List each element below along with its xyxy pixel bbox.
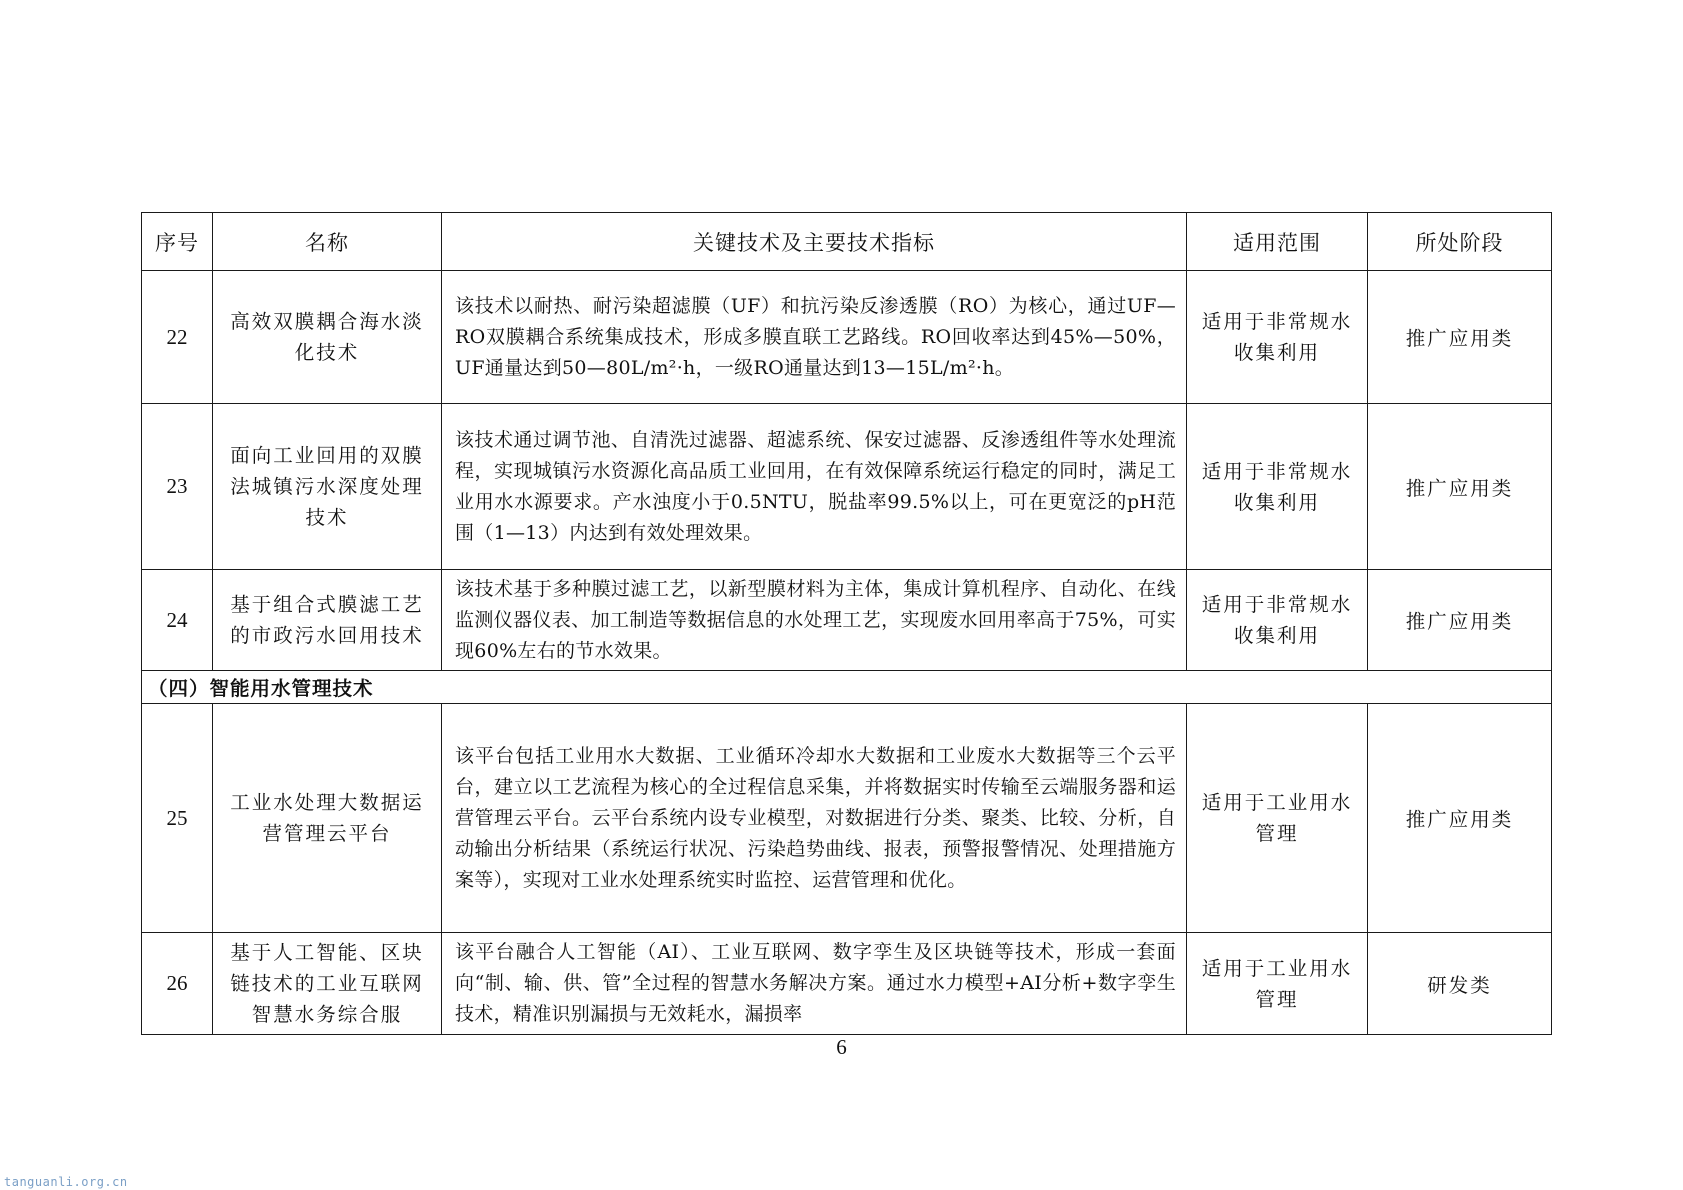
row-description: 该技术基于多种膜过滤工艺，以新型膜材料为主体，集成计算机程序、自动化、在线监测仪器仪表、加工制造等数据信息的水处理工艺，实现废水回用率高于75%，可实现60%左右的节水效果。 [442, 570, 1187, 671]
row-serial: 23 [142, 404, 213, 570]
header-scope: 适用范围 [1187, 213, 1368, 271]
header-key-technology: 关键技术及主要技术指标 [442, 213, 1187, 271]
technology-table [141, 212, 1552, 1035]
row-description: 该技术以耐热、耐污染超滤膜（UF）和抗污染反渗透膜（RO）为核心，通过UF—RO双膜耦合系统集成技术，形成多膜直联工艺路线。RO回收率达到45%—50%，UF通量达到50—80L/m²·h，一级RO通量达到13—15L/m²·h。 [442, 271, 1187, 404]
row-serial: 26 [142, 933, 213, 1035]
section-title: （四）智能用水管理技术 [142, 671, 1552, 704]
header-name: 名称 [213, 213, 442, 271]
header-serial: 序号 [142, 213, 213, 271]
page-number: 6 [836, 1035, 847, 1059]
section-row [142, 671, 1552, 704]
row-name: 面向工业回用的双膜法城镇污水深度处理技术 [213, 404, 442, 570]
table-row [142, 271, 1552, 404]
row-description: 该平台融合人工智能（AI）、工业互联网、数字孪生及区块链等技术，形成一套面向“制、输、供、管”全过程的智慧水务解决方案。通过水力模型+AI分析+数字孪生技术，精准识别漏损与无效耗水，漏损率 [442, 933, 1187, 1035]
table-row [142, 704, 1552, 933]
row-description: 该技术通过调节池、自清洗过滤器、超滤系统、保安过滤器、反渗透组件等水处理流程，实现城镇污水资源化高品质工业回用，在有效保障系统运行稳定的同时，满足工业用水水源要求。产水浊度小于0.5NTU，脱盐率99.5%以上，可在更宽泛的pH范围（1—13）内达到有效处理效果。 [442, 404, 1187, 570]
row-stage: 推广应用类 [1368, 271, 1552, 404]
row-scope: 适用于非常规水收集利用 [1187, 271, 1368, 404]
watermark-text: tanguanli.org.cn [4, 1175, 128, 1189]
row-name: 基于人工智能、区块链技术的工业互联网智慧水务综合服 [213, 933, 442, 1035]
table-row [142, 933, 1552, 1035]
table-header-row [142, 213, 1552, 271]
row-stage: 研发类 [1368, 933, 1552, 1035]
row-stage: 推广应用类 [1368, 704, 1552, 933]
row-scope: 适用于工业用水管理 [1187, 933, 1368, 1035]
row-scope: 适用于工业用水管理 [1187, 704, 1368, 933]
table-row [142, 570, 1552, 671]
header-stage: 所处阶段 [1368, 213, 1552, 271]
row-serial: 25 [142, 704, 213, 933]
row-scope: 适用于非常规水收集利用 [1187, 570, 1368, 671]
row-stage: 推广应用类 [1368, 570, 1552, 671]
row-name: 高效双膜耦合海水淡化技术 [213, 271, 442, 404]
row-name: 基于组合式膜滤工艺的市政污水回用技术 [213, 570, 442, 671]
row-stage: 推广应用类 [1368, 404, 1552, 570]
row-serial: 24 [142, 570, 213, 671]
row-name: 工业水处理大数据运营管理云平台 [213, 704, 442, 933]
row-scope: 适用于非常规水收集利用 [1187, 404, 1368, 570]
table-row [142, 404, 1552, 570]
row-description: 该平台包括工业用水大数据、工业循环冷却水大数据和工业废水大数据等三个云平台，建立以工艺流程为核心的全过程信息采集，并将数据实时传输至云端服务器和运营管理云平台。云平台系统内设专业模型，对数据进行分类、聚类、比较、分析，自动输出分析结果（系统运行状况、污染趋势曲线、报表，预警报警情况、处理措施方案等），实现对工业水处理系统实时监控、运营管理和优化。 [442, 704, 1187, 933]
row-serial: 22 [142, 271, 213, 404]
